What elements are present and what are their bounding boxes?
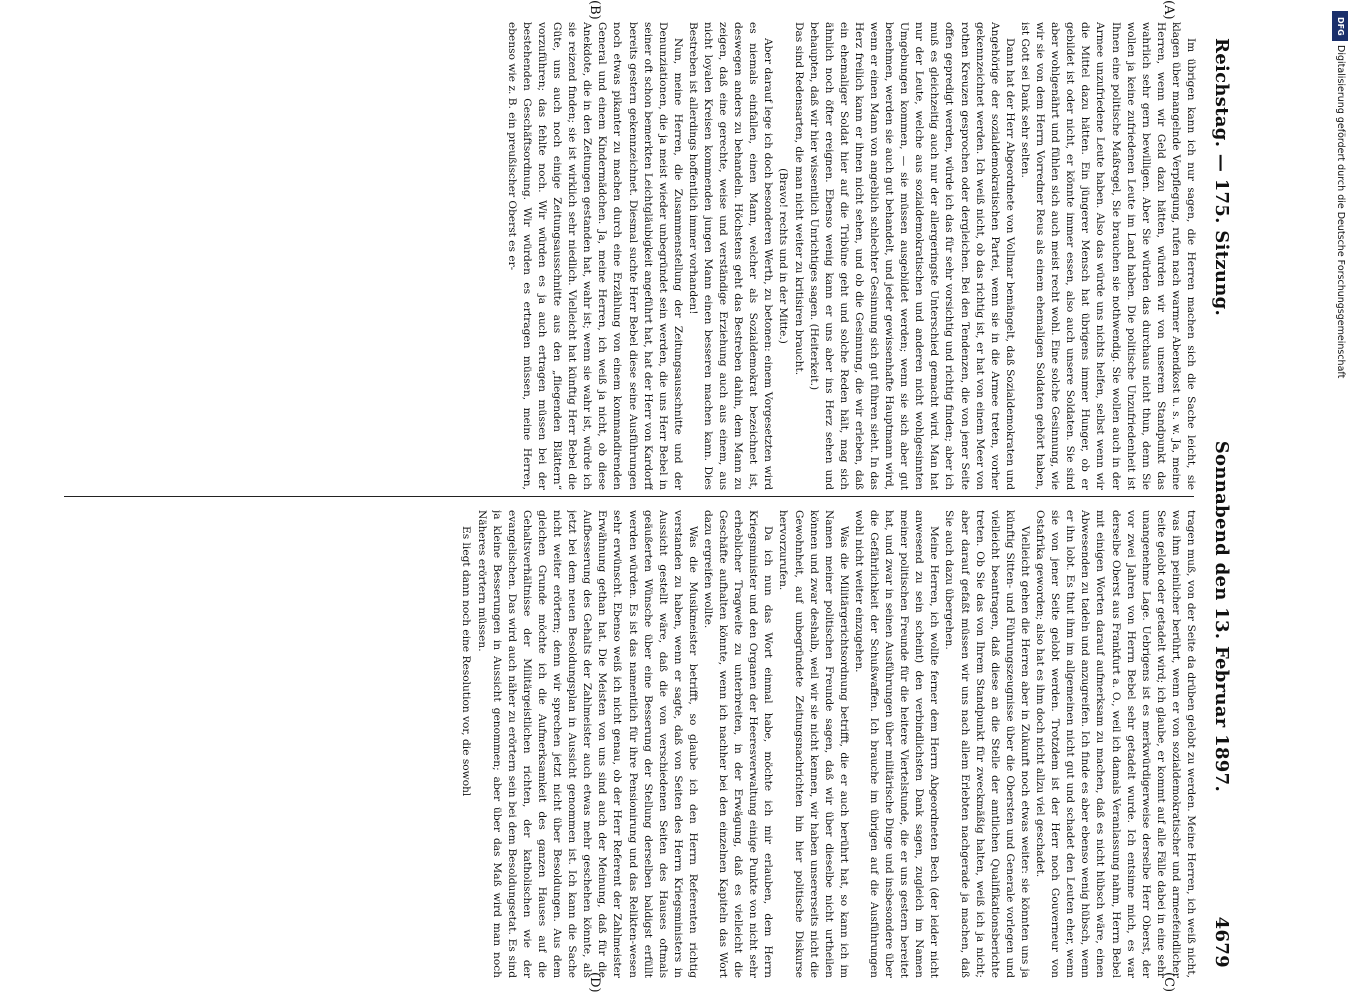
paragraph: Was die Militärgerichtsordnung betrifft, die er auch berührt hat, so kann ich im Namen meiner politischen Freunde sagen, daß wir über dieselbe nicht urtheilen können und zwar deshalb, weil wir sie nicht kennen, wir haben unsererseits nicht die Gewohnheit, auf unbegründete Zeitungsnachrichten hin hier politische Diskurse hervorzurufen.: [777, 510, 850, 978]
paragraph: Meine Herren, ich wollte ferner dem Herrn Abgeordneten Bech (der leider nicht anwesend zu sein scheint) den verbindlichsten Dank sagen, zugleich im Namen meiner politischen Freunde für die heitere Viertelstunde, die er uns gestern bereitet hat, und zwar in seinen Ausführungen über militärische Dinge und insbesondere über die Gefährlichkeit der Schußwaffen. Ich brauche im übrigen auf die Ausführungen wohl nicht weiter einzugehen.: [852, 510, 941, 978]
margin-marker-a: (A): [1161, 0, 1176, 20]
header-date: Sonnabend den 13. Februar 1897.: [1211, 440, 1232, 793]
header-session: Reichstag. — 175. Sitzung.: [1211, 38, 1232, 317]
digitization-note: Digitalisierung gefördert durch die Deutsche Forschungsgemeinschaft: [1335, 45, 1346, 379]
paragraph: Vielleicht gehen die Herren aber in Zukunft noch etwas weiter: sie könnten uns ja künftig Sitten- und Führungszeugnisse über die Obersten und Generale vorlegen und vielleicht beantragen, daß diese an die Stelle der amtlichen Qualifikationsberichte treten. Ob Sie das von Ihrem Standpunkt für zweckmäßig halten, weiß ich ja nicht; aber darauf gefaßt müssen wir uns nach allem Erlebten nachgerade ja machen, daß Sie auch dazu übergehen.: [943, 510, 1031, 978]
paragraph: Was die Musikmeister betrifft, so glaube ich den Herrn Referenten richtig verstanden zu haben, wenn er sagte, daß von Seiten des Herrn Kriegsministers in Aussicht gestellt wäre, daß die von verschiedenen Seiten des Hauses oftmals geäußerten Wünsche über eine Besserung der Stellung derselben baldigst erfüllt werden würden. Es ist das namentlich für ihre Pensionirung und das Relikten-wesen sehr erwünscht. Ebenso weiß ich nicht genau, ob der Herr Referent der Zahlmeister Erwähnung gethan hat. Die Meisten von uns sind auch der Meinung, daß für die Aufbesserung des Gehalts der Zahlmeister auch etwas mehr geschehen könnte, als jetzt bei dem neuen Besoldungsplan in Aussicht genommen ist. Ich kann die Sache nicht weiter erörtern; denn wir sprechen jetzt nicht über Besoldungen. Aus dem gleichen Grunde möchte ich die Aufmerksamkeit des ganzen Hauses auf die Gehaltsverhältnisse der Militärgeistlichen richten, der katholischen wie der evangelischen. Das wird auch näher zu erörtern sein bei dem Besoldungsetat. Es sind ja kleine Besserungen in Aussicht genommen; aber über das Maß wird man noch Näheres erörtern müssen.: [475, 510, 699, 978]
margin-marker-c: (C): [1161, 972, 1176, 993]
interjection: (Bravo! rechts und in der Mitte.): [777, 168, 790, 344]
dfg-logo: DFG: [1332, 11, 1348, 41]
paragraph: tragen muß, von der Seite da drüben gelobt zu werden. Meine Herren, ich weiß nicht, was ihm peinlicher berührt, wenn er von sozialdemokratischer und armeefeindlicher Seite gelobt oder getadelt wird; ich glaube, er kommt auf alle Fälle dabei in eine sehr unangenehme Lage. Uebrigens ist es merkwürdigerweise derselbe Herr Oberst, der vor zwei Jahren von Herrn Bebel sehr getadelt wurde. Ich entsinne mich, es war derselbe Oberst aus Frankfurt a. O., weil ich damals Veranlassung nahm, Herrn Bebel mit einigen Worten darauf aufmerksam zu machen, daß es nicht hübsch wäre, einen Abwesenden zu tadeln und anzugreifen. Ich finde es aber ebenso wenig hübsch, wenn er ihn lobt. Es thut ihm im allgemeinen nicht gut und schadet den Leuten eher, wenn sie von jener Seite gelobt werden. Trotzdem ist der Herr noch Gouverneur von Ostafrika geworden; also hat es ihm doch nicht allzu viel geschadet.: [1034, 510, 1197, 978]
column-divider: [64, 496, 1194, 497]
margin-marker-b: (B): [587, 0, 602, 20]
paragraph: Da ich nun das Wort einmal habe, möchte ich mir erlauben, dem Herrn Kriegsminister und den Organen der Heeresverwaltung einige Punkte von nicht sehr erheblicher Tragweite zu unterbreiten, in der Erwägung, daß es vielleicht die Geschäfte aufhalten könnte, wenn ich nachher bei den einzelnen Kapiteln das Wort dazu ergreifen wollte.: [702, 510, 775, 978]
margin-marker-d: (D): [587, 972, 602, 993]
paragraph: Im übrigen kann ich nur sagen, die Herren machen sich die Sache leicht, sie klagen über mangelnde Verpflegung, rufen nach warmer Abendkost u. s. w. Ja, meine Herren, wenn wir Geld dazu hätten, würden wir von unserem Standpunkt das wahrlich sehr gern bewilligen. Aber Sie würden das durchaus nicht thun, denn Sie wollen ja keine zufriedenen Leute im Land haben. Die politische Unzufriedenheit ist Ihnen eine politische Maßregel, Sie brauchen sie nothwendig. Sie wollen auch in der Armee unzufriedene Leute haben. Also das würde uns nichts helfen, selbst wenn wir die Mittel dazu hätten. Ein jüngerer Mensch hat übrigens immer Hunger, ob er gebildet ist oder nicht, er könnte immer essen, also auch unsere Soldaten. Sie sind aber wohlgenährt und fühlen sich auch meist recht wohl. Eine solche Gesinnung, wie wir sie von dem Herrn Vorredner Reus als einem ehemaligen Soldaten gehört haben, ist Gott sei Dank sehr selten.: [1018, 22, 1197, 490]
paragraph: Aber darauf lege ich doch besonderen Werth, zu betonen: einem Vorgesetzten wird es niemals einfallen, einen Mann, welcher als Sozialdemokrat bezeichnet ist, deswegen anders zu behandeln. Höchstens geht das Bestreben dahin, dem Mann zu zeigen, daß eine gerechte, weise und verständige Erziehung auch aus einem, aus nicht loyalen Kreisen kommenden jungen Mann einen besseren machen kann. Dies Bestreben ist allerdings hoffentlich immer vorhanden!: [686, 22, 775, 490]
paragraph: Es liegt dann noch eine Resolution vor, die sowohl: [460, 526, 473, 797]
left-text-column: [58, 22, 1198, 490]
paragraph: Nun, meine Herren, die Zusammenstellung der Zeitungsausschnitte und der Denunziationen, die ja meist wieder unbegründet sein werden, die uns Herr Bebel in seiner oft schon bemerkten Leichtgläubigkeit angeführt hat, hat der Herr von Kardorff bereits gestern gekennzeichnet. Diesmal suchte Herr Bebel diese seine Ausführungen noch etwas pikanter zu machen durch eine Erzählung von einem kommandirenden General und einem Kindermädchen. Ja, meine Herren, ich weiß ja nicht, ob diese Anekdote, die in den Zeitungen gestanden hat, wahr ist; wenn sie wahr ist, würde ich sie reizend finden; sie ist wirklich sehr niedlich. Vielleicht hat künftig Herr Bebel die Güte, uns auch noch einige Zeitungsausschnitte aus den „fliegenden Blättern“ vorzuführen; das fehlte noch. Wir würden es ja auch ertragen müssen bei der bestehenden Geschäftsordnung. Wir würden es ertragen müssen, meine Herren, ebenso wie z. B. ein preußischer Oberst es er-: [505, 22, 684, 490]
page-number: 4679: [1211, 916, 1232, 968]
page-header: [1198, 38, 1232, 968]
right-text-column: [58, 510, 1198, 978]
digitization-credit: [1331, 5, 1349, 995]
paragraph: Dann hat der Herr Abgeordnete von Vollmar bemängelt, daß Sozialdemokraten und Angehörige der sozialdemokratischen Partei, wenn sie in die Armee treten, vorher gekennzeichnet werden. Ich weiß nicht, ob das richtig ist, er hat von einem Meer von rothen Kreuzen gesprochen oder dergleichen. Bei den Tendenzen, die von jener Seite offen gepredigt werden, würde ich das für sehr vorsichtig und richtig finden; aber ich muß es gleichzeitig auch nur der allergeringste Unterschied gemacht wird. Man hat nur der Leute, welche aus sozialdemokratischen und anderen nicht wohlgesinnten Umgebungen kommen, — sie müssen ausgebildet werden; wenn sie sich aber gut benehmen, werden sie auch gut behandelt, und jeder gewissenhafte Hauptmann wird, wenn er einen Mann von angeblich schlechter Gesinnung sich gut führen sieht. In das Herz freilich kann er ihnen nicht sehen, und ob die Gesinnung, die wir erleben, daß ein ehemaliger Soldat hier auf die Tribüne geht und solche Reden hält, mag sich ähnlich noch öfter ereignen. Ebenso wenig kann er uns aber ins Herz sehen und behaupten, daß wir hier wissentlich Unrichtiges sagen. (Heiterkeit.): [807, 22, 1016, 490]
paragraph: Das sind Redensarten, die man nicht weiter zu kritisiren braucht.: [792, 22, 805, 376]
